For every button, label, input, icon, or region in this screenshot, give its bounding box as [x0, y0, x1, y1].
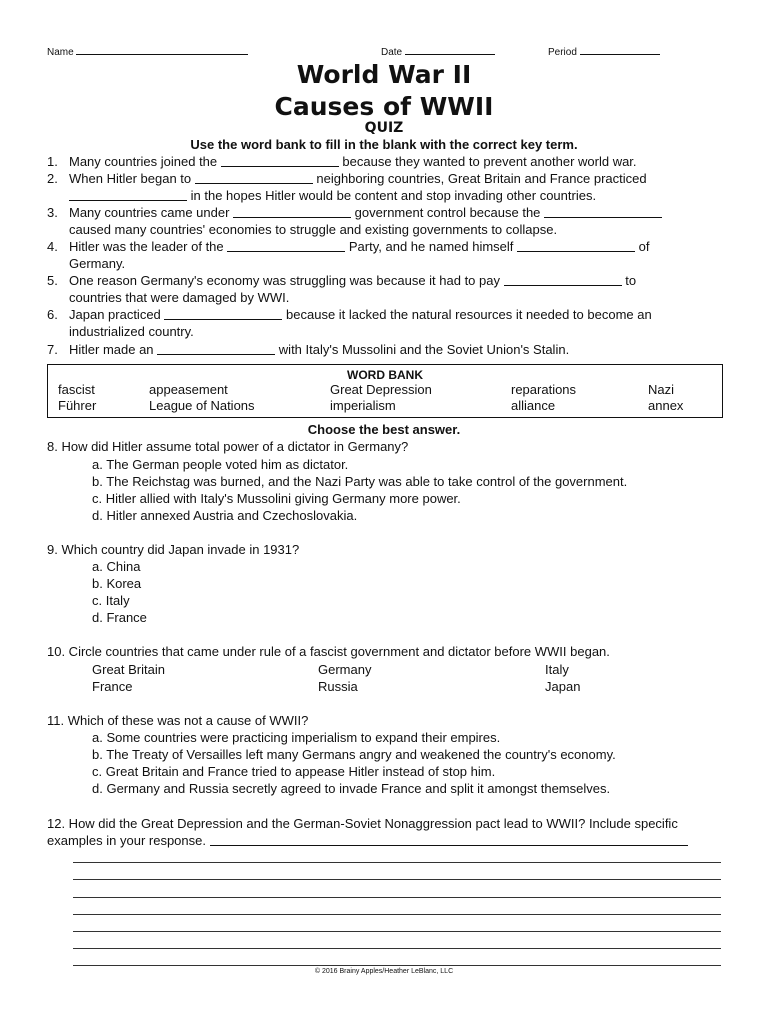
question-9-stem: 9. Which country did Japan invade in 1931?	[47, 542, 300, 557]
word-bank-term: annex	[648, 398, 684, 413]
name-line[interactable]	[76, 54, 248, 55]
word-bank-term: Führer	[58, 398, 97, 413]
period-label: Period	[548, 47, 577, 58]
answer-line[interactable]	[73, 879, 721, 880]
question-text: in the hopes Hitler would be content and stop invading other countries.	[190, 188, 597, 203]
answer-blank[interactable]	[195, 171, 313, 184]
word-bank	[47, 364, 723, 418]
answer-blank[interactable]	[69, 188, 187, 201]
period-line[interactable]	[580, 54, 660, 55]
answer-option[interactable]: d. Germany and Russia secretly agreed to invade France and split it amongst themselves.	[92, 781, 611, 796]
instruction-text: Use the word bank to fill in the blank with the correct key term.	[190, 137, 578, 152]
question-1	[47, 153, 727, 170]
question-number: 5.	[47, 273, 58, 288]
question-text: When Hitler began to	[69, 171, 192, 186]
copyright-footer: © 2016 Brainy Apples/Heather LeBlanc, LLC	[314, 968, 454, 975]
question-text: Japan practiced	[69, 307, 161, 322]
answer-blank[interactable]	[504, 273, 622, 286]
answer-blank[interactable]	[544, 205, 662, 218]
question-text: Germany.	[69, 256, 126, 271]
answer-option[interactable]: c. Hitler allied with Italy's Mussolini giving Germany more power.	[92, 491, 461, 506]
question-text: of	[638, 239, 650, 254]
country-option[interactable]: Japan	[545, 679, 581, 694]
word-bank-term: alliance	[511, 398, 556, 413]
question-number: 2.	[47, 171, 58, 186]
answer-option[interactable]: a. Some countries were practicing imperialism to expand their empires.	[92, 730, 501, 745]
page-subtitle: Causes of WWII	[274, 92, 494, 121]
period-field[interactable]	[548, 47, 660, 58]
page-title: World War II	[296, 60, 472, 89]
date-line[interactable]	[405, 54, 495, 55]
question-text: Hitler was the leader of the	[69, 239, 224, 254]
question-text: countries that were damaged by WWI.	[69, 290, 290, 305]
question-text: Party, and he named himself	[348, 239, 514, 254]
country-option[interactable]: Russia	[318, 679, 358, 694]
word-bank-term: appeasement	[149, 382, 228, 397]
question-number: 6.	[47, 307, 58, 322]
question-12-stem-cont	[47, 833, 688, 848]
question-6	[47, 306, 727, 340]
date-field[interactable]	[381, 47, 495, 58]
question-text: caused many countries' economies to struggle and existing governments to collapse.	[69, 222, 558, 237]
question-10-stem: 10. Circle countries that came under rule of a fascist government and dictator before WWII began.	[47, 644, 610, 659]
answer-option[interactable]: d. France	[92, 610, 147, 625]
country-option[interactable]: Great Britain	[92, 662, 165, 677]
answer-blank[interactable]	[233, 205, 351, 218]
answer-line[interactable]	[73, 948, 721, 949]
question-number: 4.	[47, 239, 58, 254]
question-2	[47, 170, 727, 204]
answer-option[interactable]: b. The Reichstag was burned, and the Nazi Party was able to take control of the government.	[92, 474, 628, 489]
question-5	[47, 272, 727, 306]
question-text: One reason Germany's economy was struggling was because it had to pay	[69, 273, 500, 288]
country-option[interactable]: Germany	[318, 662, 372, 677]
question-number: 3.	[47, 205, 58, 220]
question-text: examples in your response.	[47, 833, 206, 848]
question-text: Many countries joined the	[69, 154, 218, 169]
word-bank-term: League of Nations	[149, 398, 255, 413]
question-text: with Italy's Mussolini and the Soviet Union's Stalin.	[278, 342, 570, 357]
question-text: industrialized country.	[69, 324, 194, 339]
answer-line[interactable]	[73, 931, 721, 932]
question-8-stem: 8. How did Hitler assume total power of a dictator in Germany?	[47, 439, 409, 454]
answer-blank[interactable]	[517, 239, 635, 252]
question-text: to	[625, 273, 637, 288]
answer-line[interactable]	[73, 862, 721, 863]
question-text: Many countries came under	[69, 205, 230, 220]
answer-option[interactable]: a. The German people voted him as dictator.	[92, 457, 349, 472]
answer-blank[interactable]	[221, 154, 339, 167]
quiz-label: QUIZ	[364, 120, 404, 136]
answer-line[interactable]	[73, 914, 721, 915]
word-bank-title: WORD BANK	[347, 368, 423, 382]
date-label: Date	[381, 47, 403, 58]
word-bank-term: imperialism	[330, 398, 396, 413]
answer-line[interactable]	[73, 965, 721, 966]
word-bank-term: Great Depression	[330, 382, 432, 397]
question-number: 7.	[47, 342, 58, 357]
country-option[interactable]: France	[92, 679, 133, 694]
answer-option[interactable]: a. China	[92, 559, 141, 574]
question-text: because they wanted to prevent another world war.	[342, 154, 637, 169]
answer-option[interactable]: c. Italy	[92, 593, 130, 608]
name-field[interactable]	[47, 47, 248, 58]
word-bank-term: fascist	[58, 382, 95, 397]
question-number: 1.	[47, 154, 58, 169]
question-text: neighboring countries, Great Britain and France practiced	[316, 171, 647, 186]
question-text: government control because the	[354, 205, 541, 220]
word-bank-term: reparations	[511, 382, 577, 397]
question-3	[47, 204, 727, 238]
answer-option[interactable]: c. Great Britain and France tried to appease Hitler instead of stop him.	[92, 764, 496, 779]
answer-line[interactable]	[73, 897, 721, 898]
question-text: because it lacked the natural resources it needed to become an	[286, 307, 652, 322]
question-4	[47, 238, 727, 272]
answer-blank[interactable]	[164, 307, 282, 320]
country-option[interactable]: Italy	[545, 662, 569, 677]
name-label: Name	[47, 47, 74, 58]
question-7	[47, 341, 727, 358]
question-12-stem: 12. How did the Great Depression and the German-Soviet Nonaggression pact lead to WWII? Include specific	[47, 816, 678, 831]
question-11-stem: 11. Which of these was not a cause of WWII?	[47, 713, 309, 728]
answer-option[interactable]: b. The Treaty of Versailles left many Germans angry and weakened the country's economy.	[92, 747, 616, 762]
answer-blank[interactable]	[227, 239, 345, 252]
question-text: Hitler made an	[69, 342, 154, 357]
answer-option[interactable]: d. Hitler annexed Austria and Czechoslovakia.	[92, 508, 358, 523]
answer-option[interactable]: b. Korea	[92, 576, 142, 591]
answer-line[interactable]	[210, 833, 688, 846]
word-bank-term: Nazi	[648, 382, 675, 397]
answer-blank[interactable]	[157, 342, 275, 355]
section-heading: Choose the best answer.	[307, 422, 461, 437]
